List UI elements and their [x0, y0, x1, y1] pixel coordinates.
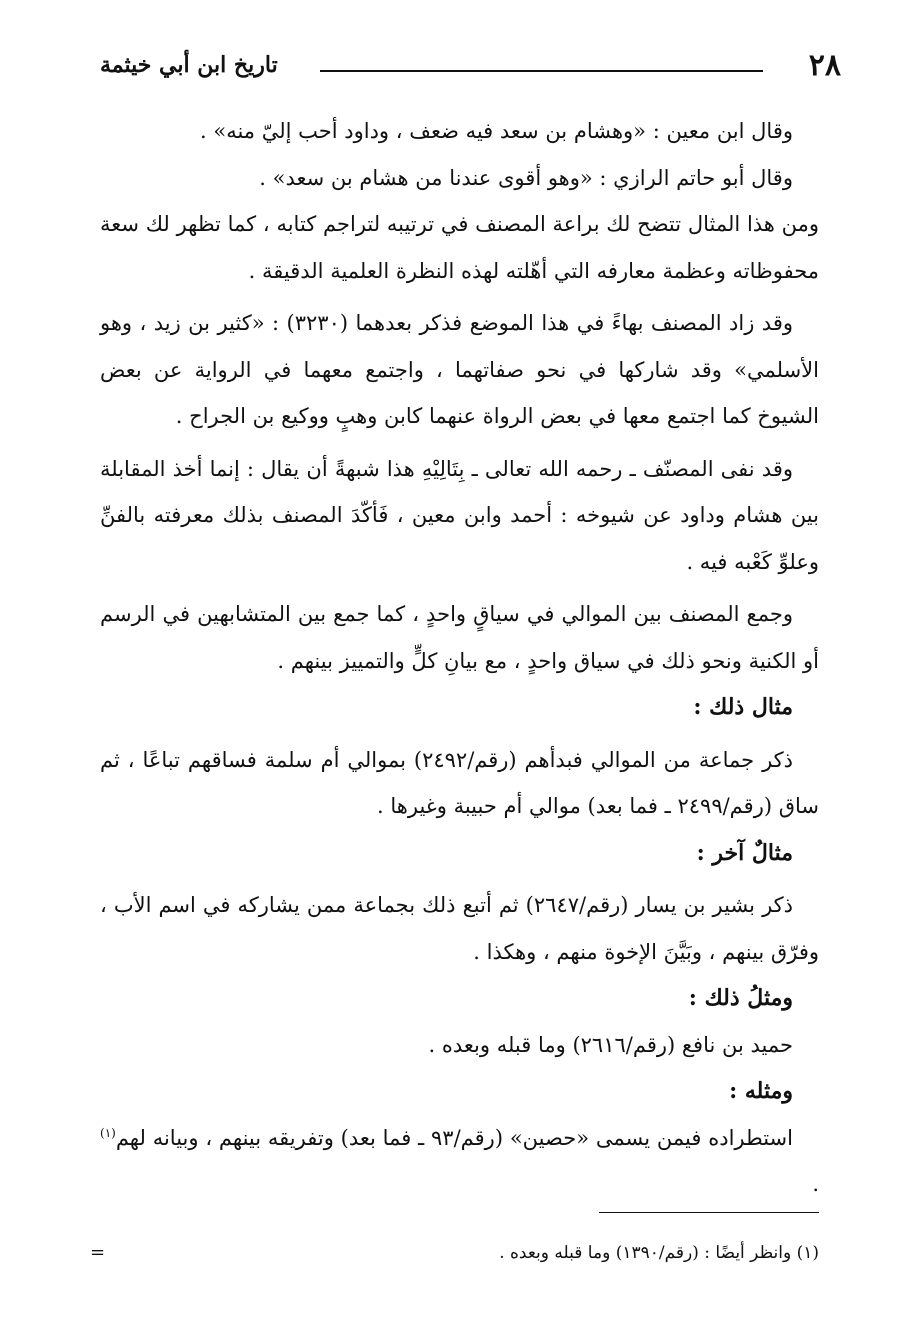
paragraph-text: مثال ذلك :: [693, 694, 793, 720]
paragraph-text: ذكر جماعة من الموالي فبدأهم (رقم/٢٤٩٢) بموالي أم سلمة فساقهم تباعًا ، ثم ساق (رقم/٢٤٩٩ ـ فما بعد) موالي أم حبيبة وغيرها .: [100, 747, 819, 818]
paragraph: [100, 591, 819, 684]
paragraph-text: وقد نفى المصنّف ـ رحمه الله تعالى ـ بِتَالِيْهِ هذا شبهةً أن يقال : إنما أخذ المقابلة بين هشام وداود عن شيوخه : أحمد وابن معين ، فَأكّدَ المصنف بذلك معرفته بالفنِّ وعلوِّ كَعْبه فيه .: [100, 456, 819, 574]
paragraph-text: ومثله :: [729, 1078, 793, 1104]
paragraph-text: ومن هذا المثال تتضح لك براعة المصنف في ترتيبه لتراجم كتابه ، كما تظهر لك سعة محفوظاته وعظمة معارفه التي أهّلته لهذه النظرة العلمية الدقيقة .: [100, 212, 819, 283]
footnote-rule: [599, 1212, 819, 1213]
paragraph: [100, 882, 819, 975]
paragraph-text: ذكر بشير بن يسار (رقم/٢٦٤٧) ثم أتبع ذلك بجماعة ممن يشاركه في اسم الأب ، وفرّق بينهم ، وبَيَّنَ الإخوة منهم ، وهكذا .: [100, 893, 819, 964]
page-header: [100, 44, 841, 90]
paragraph: [100, 1022, 819, 1069]
paragraph-text: استطراده فيمن يسمى «حصين» (رقم/٩٣ ـ فما بعد) وتفريقه بينهم ، وبيانه لهم: [115, 1125, 793, 1150]
section-heading: [100, 975, 819, 1022]
paragraph: [100, 201, 819, 294]
footnote: (١) وانظر أيضًا : (رقم/١٣٩٠) وما قبله وبعده .: [499, 1243, 819, 1263]
paragraph-text: حميد بن نافع (رقم/٢٦١٦) وما قبله وبعده .: [428, 1032, 793, 1057]
continuation-mark: =: [90, 1242, 106, 1263]
body-text: [100, 108, 819, 1208]
paragraph-text: وقال ابن معين : «وهشام بن سعد فيه ضعف ، وداود أحب إليّ منه» .: [200, 119, 793, 143]
section-heading: [100, 1068, 819, 1115]
paragraph: [100, 446, 819, 586]
page-number: ٢٨: [808, 48, 841, 83]
paragraph-tail: .: [812, 1172, 819, 1196]
paragraph: [100, 108, 819, 155]
paragraph-text: وقال أبو حاتم الرازي : «وهو أقوى عندنا من هشام بن سعد» .: [259, 165, 793, 190]
paragraph: [100, 1115, 819, 1208]
paragraph-text: وجمع المصنف بين الموالي في سياقٍ واحدٍ ، كما جمع بين المتشابهين في الرسم أو الكنية ونحو ذلك في سياق واحدٍ ، مع بيانِ كلٍّ والتمييز بينهم .: [100, 602, 819, 673]
paragraph-text: ومثلُ ذلك :: [688, 985, 793, 1011]
header-rule: [320, 70, 763, 72]
running-title: تاريخ ابن أبي خيثمة: [100, 52, 278, 78]
paragraph: [100, 155, 819, 202]
paragraph-text: مثالٌ آخر :: [696, 839, 793, 866]
footnote-marker: (١): [100, 1125, 116, 1140]
paragraph: [100, 300, 819, 440]
section-heading: [100, 830, 819, 877]
paragraph-text: وقد زاد المصنف بهاءً في هذا الموضع فذكر بعدهما (٣٢٣٠) : «كثير بن زيد ، وهو الأسلمي» وقد شاركها في نحو صفاتهما ، واجتمع معهما في الرواية عن بعض الشيوخ كما اجتمع معها في بعض الرواة عنهما كابن وهبٍ ووكيع بن الجراح .: [100, 311, 819, 428]
paragraph: [100, 737, 819, 830]
section-heading: [100, 684, 819, 731]
